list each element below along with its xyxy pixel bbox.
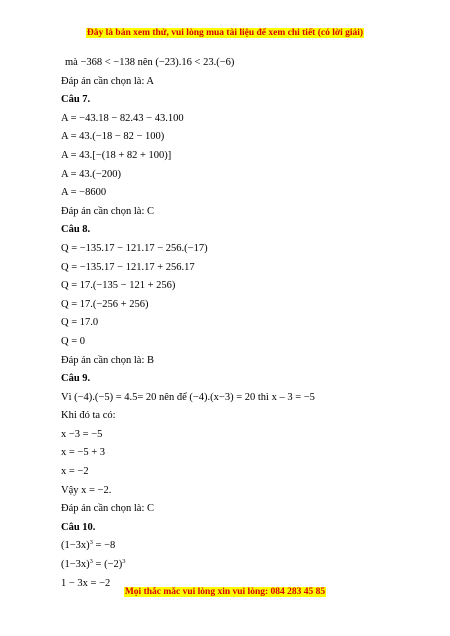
question-heading: Câu 9. — [61, 373, 91, 385]
eq-rest: = −8 — [92, 540, 116, 552]
solution-line: A = 43.(−200) — [61, 168, 121, 180]
question-heading: Câu 7. — [61, 94, 91, 106]
equation-line-power-1 — [61, 537, 421, 556]
eq-rest: = (−2) — [92, 559, 123, 571]
solution-line: x = −2 — [61, 466, 89, 478]
preview-notice-header — [0, 28, 450, 38]
solution-line: Q = 17.(−135 − 121 + 256) — [61, 280, 176, 292]
solution-line: Q = −135.17 − 121.17 − 256.(−17) — [61, 242, 208, 254]
eq-base: (1−3x) — [61, 559, 90, 571]
eq-base: (1−3x) — [61, 540, 90, 552]
solution-line: Đáp án cần chọn là: A — [61, 75, 155, 87]
solution-lines — [61, 54, 421, 537]
eq-exponent: 3 — [89, 558, 93, 566]
contact-footer-text: Mọi thắc mắc vui lòng xin vui lòng: 084 283 45 85 — [124, 587, 326, 597]
question-heading: Câu 8. — [61, 224, 91, 236]
solution-line: A = 43.(−18 − 82 − 100) — [61, 131, 165, 143]
equation-line-power-2 — [61, 556, 421, 575]
solution-line: Vì (−4).(−5) = 4.5= 20 nên để (−4).(x−3) = 20 thì x – 3 = −5 — [61, 391, 315, 403]
solution-line: Khi đó ta có: — [61, 410, 116, 422]
solution-line: x −3 = −5 — [61, 428, 103, 440]
solution-line: Q = 17.(−256 + 256) — [61, 298, 149, 310]
solution-line: Q = 0 — [61, 335, 86, 347]
solution-line: Đáp án cần chọn là: B — [61, 354, 155, 366]
eq-exponent-rhs: 3 — [122, 558, 126, 566]
solution-line: A = −8600 — [61, 187, 107, 199]
solution-line: Vậy x = −2. — [61, 484, 112, 496]
document-body — [61, 54, 421, 593]
solution-line: Q = −135.17 − 121.17 + 256.17 — [61, 261, 195, 273]
solution-line: x = −5 + 3 — [61, 447, 106, 459]
solution-line: A = 43.[−(18 + 82 + 100)] — [61, 149, 172, 161]
solution-line: Q = 17.0 — [61, 317, 99, 329]
solution-line: A = −43.18 − 82.43 − 43.100 — [61, 112, 184, 124]
eq-exponent: 3 — [89, 539, 93, 547]
question-heading: Câu 10. — [61, 521, 96, 533]
solution-line: Đáp án cần chọn là: C — [61, 503, 155, 515]
solution-line: mà −368 < −138 nên (−23).16 < 23.(−6) — [65, 57, 235, 68]
preview-notice-text: Đây là bản xem thử, vui lòng mua tài liệu để xem chi tiết (có lời giải) — [86, 28, 364, 38]
equation-line-last: 1 − 3x = −2 — [61, 577, 111, 589]
solution-line: Đáp án cần chọn là: C — [61, 205, 155, 217]
contact-footer — [0, 587, 450, 597]
